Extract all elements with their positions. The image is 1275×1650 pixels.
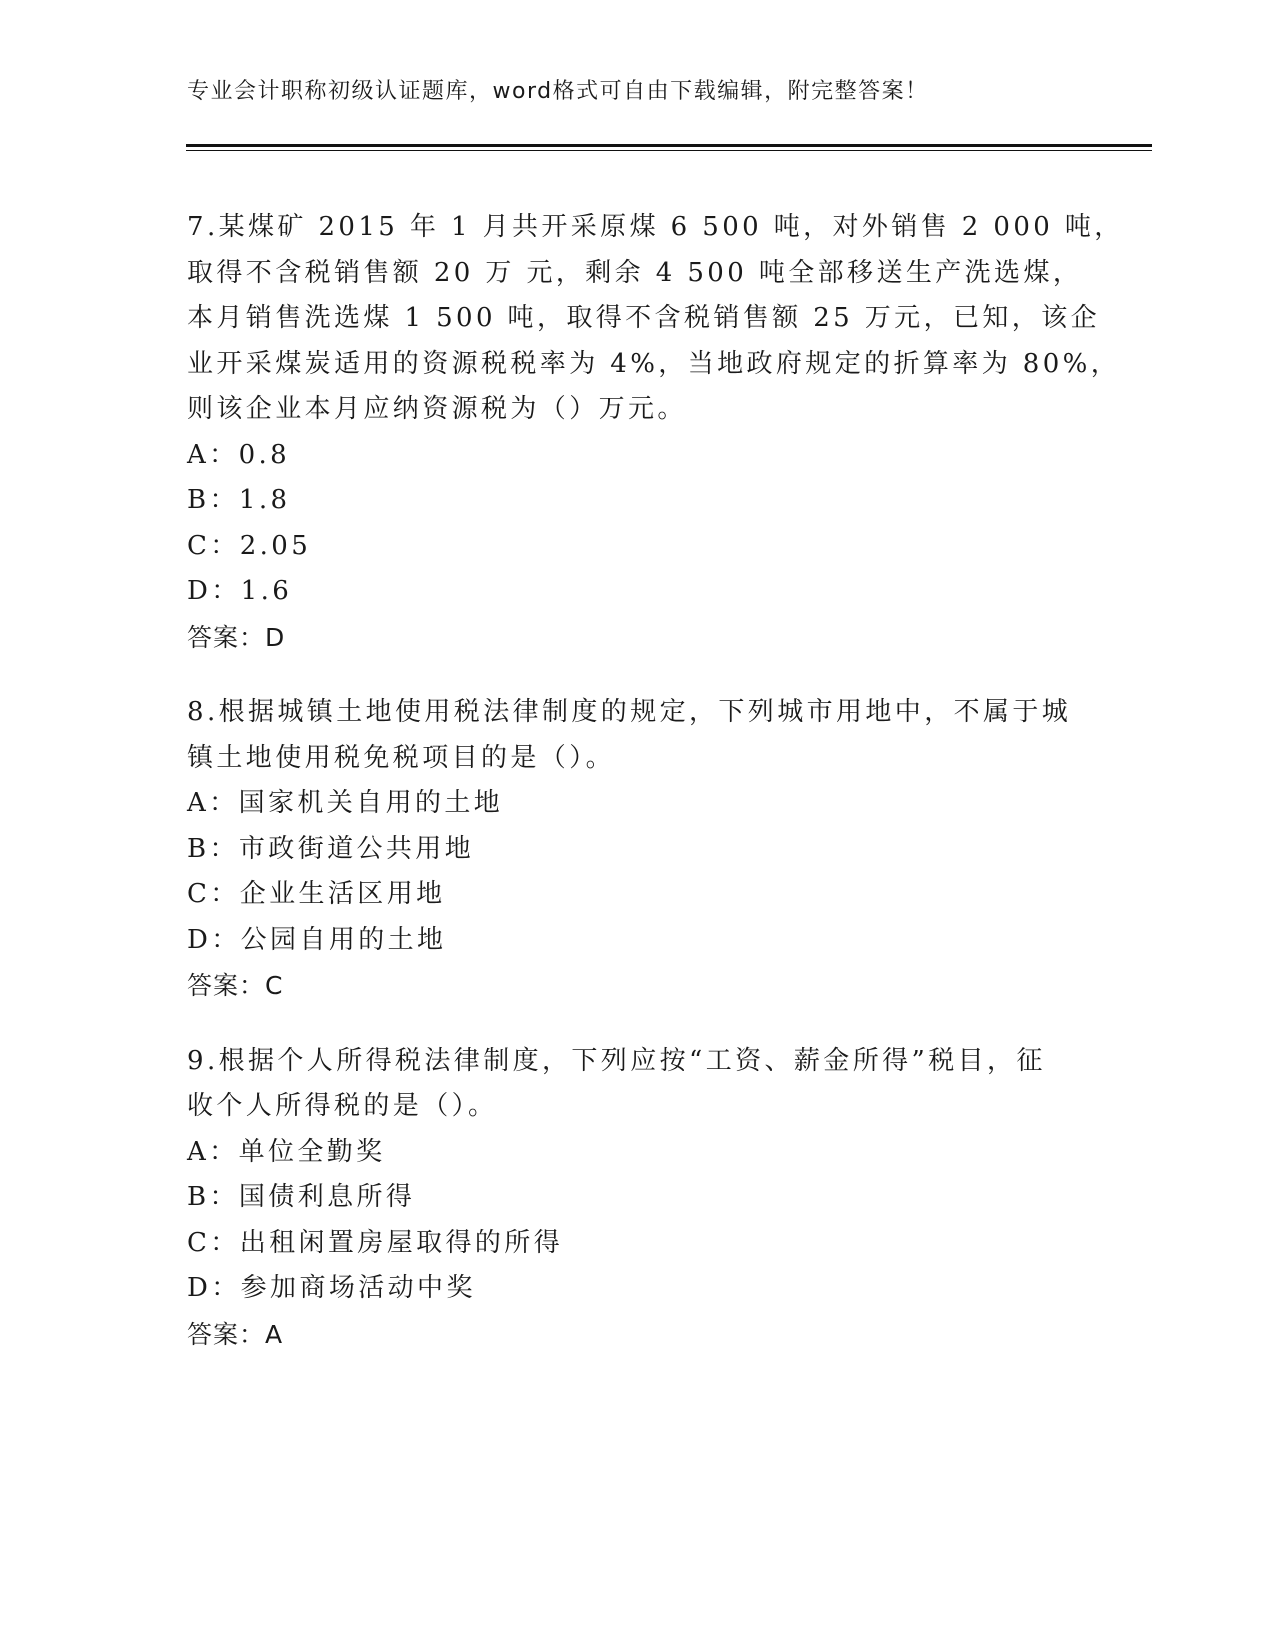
answer-line: 答案：D (187, 622, 286, 652)
option-b: B：国债利息所得 (187, 1182, 416, 1212)
option-d: D：公园自用的土地 (187, 924, 447, 955)
question-text-line: 9.根据个人所得税法律制度，下列应按“工资、薪金所得”税目，征 (187, 1045, 1046, 1076)
header-rule-thin (186, 150, 1152, 151)
question-text-line: 收个人所得税的是（）。 (187, 1091, 498, 1121)
option-b: B：市政街道公共用地 (187, 833, 475, 864)
question-text-line: 业开采煤炭适用的资源税税率为 4%，当地政府规定的折算率为 80%， (187, 348, 1121, 379)
question-8 (187, 690, 1087, 1009)
question-text-line: 则该企业本月应纳资源税为（）万元。 (187, 394, 687, 424)
option-d: D：1.6 (187, 576, 293, 606)
option-a: A：单位全勤奖 (187, 1136, 386, 1167)
question-text-line: 本月销售洗选煤 1 500 吨，取得不含税销售额 25 万元，已知，该企 (187, 303, 1100, 333)
option-c: C：2.05 (187, 530, 312, 561)
question-9 (187, 1039, 1087, 1358)
question-7 (187, 205, 1124, 660)
question-text-line: 取得不含税销售额 20 万 元，剩余 4 500 吨全部移送生产洗选煤， (187, 257, 1083, 288)
option-a: A：0.8 (187, 439, 291, 470)
option-c: C：出租闲置房屋取得的所得 (187, 1227, 564, 1258)
option-d: D：参加商场活动中奖 (187, 1273, 476, 1303)
answer-line: 答案：C (187, 971, 284, 1000)
header-rule-thick (186, 144, 1152, 147)
question-text-line: 7.某煤矿 2015 年 1 月共开采原煤 6 500 吨，对外销售 2 000 吨， (187, 212, 1124, 242)
question-text-line: 镇土地使用税免税项目的是（）。 (187, 742, 616, 773)
option-b: B：1.8 (187, 485, 291, 515)
answer-line: 答案：A (187, 1319, 284, 1349)
option-c: C：企业生活区用地 (187, 879, 446, 909)
page-header: 专业会计职称初级认证题库，word格式可自由下载编辑，附完整答案！ (187, 79, 929, 104)
question-text-line: 8.根据城镇土地使用税法律制度的规定，下列城市用地中，不属于城 (187, 697, 1072, 727)
question-list (187, 205, 1124, 1387)
option-a: A：国家机关自用的土地 (187, 788, 504, 818)
